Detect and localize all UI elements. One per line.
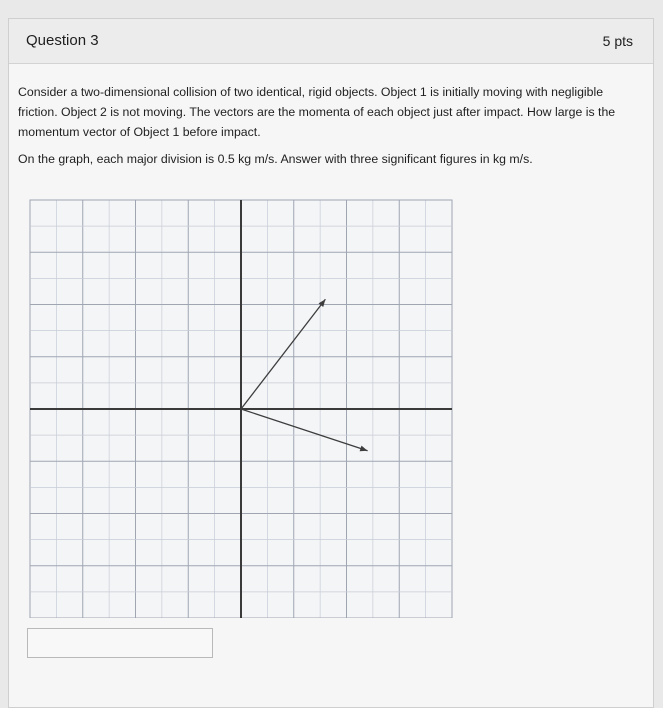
prompt-paragraph-2: On the graph, each major division is 0.5 kg m/s. Answer with three significant figures in kg m/s. xyxy=(18,152,533,166)
momentum-graph xyxy=(22,182,454,618)
question-points: 5 pts xyxy=(602,33,633,49)
prompt-paragraph-1: Consider a two-dimensional collision of two identical, rigid objects. Object 1 is initially moving with negligible friction. Object 2 is not moving. The vectors are the momenta of each object just after impact. How large is the momentum vector of Object 1 before impact. xyxy=(18,85,616,139)
question-title: Question 3 xyxy=(26,32,99,49)
question-header xyxy=(9,19,653,64)
answer-input[interactable] xyxy=(27,628,213,658)
question-prompt xyxy=(18,82,628,169)
